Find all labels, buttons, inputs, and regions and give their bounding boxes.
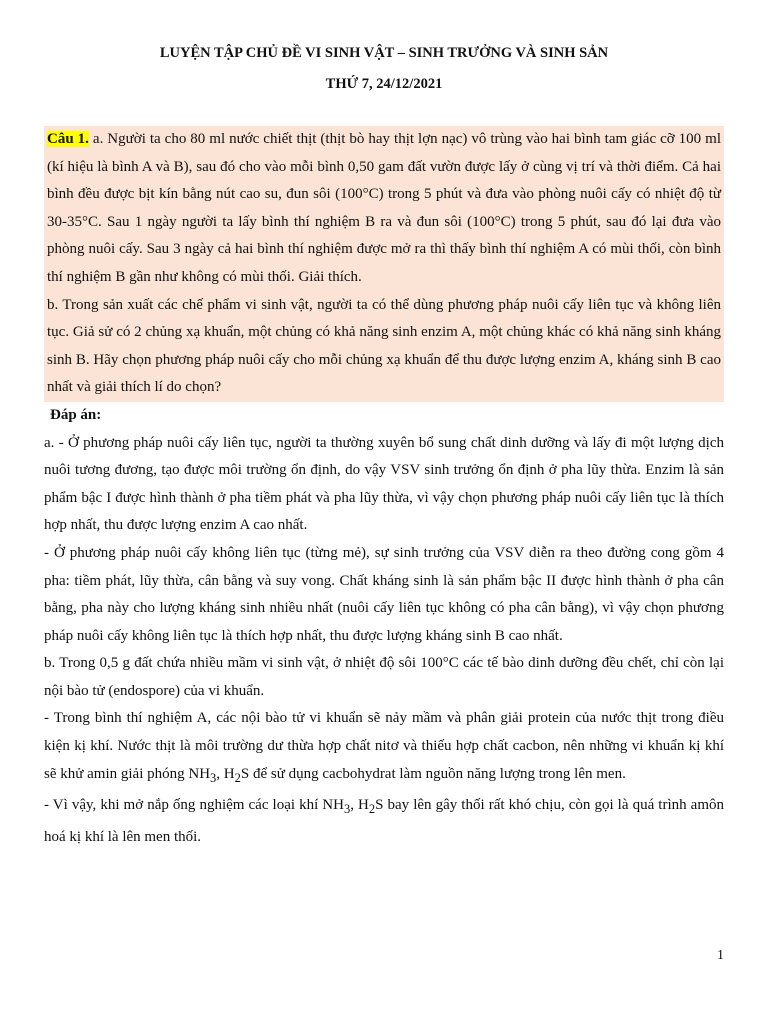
answer-paragraph-5-text: S bay lên gây thối rất khó chịu, còn gọi là quá trình amôn hoá kị khí là lên men thối. xyxy=(44,797,724,845)
document-date: THỨ 7, 24/12/2021 xyxy=(325,76,443,92)
answer-paragraph-2: - Ở phương pháp nuôi cấy không liên tục (từng mẻ), sự sinh trưởng của VSV diễn ra theo đường cong gồm 4 pha: tiềm phát, lũy thừa, cân bằng và suy vong. Chất kháng sinh là sản phẩm bậc II được hình thành ở pha cân bằng, pha này cho lượng kháng sinh nhiều nhất (nuôi cấy liên tục không có pha cân bằng), vì vậy chọn phương pháp nuôi cấy không liên tục là thích hợp nhất, thu được lượng kháng sinh B cao nhất. xyxy=(44,544,724,644)
subscript: 2 xyxy=(234,770,241,785)
question-part-b: b. Trong sản xuất các chế phẩm vi sinh vật, người ta có thể dùng phương pháp nuôi cấy liên tục và không liên tục. Giả sử có 2 chủng xạ khuẩn, một chủng có khả năng sinh enzim A, một chủng khác có khả năng sinh kháng sinh B. Hãy chọn phương pháp nuôi cấy cho mỗi chủng xạ khuẩn để thu được lượng enzim A, kháng sinh B cao nhất và giải thích lí do chọn? xyxy=(47,296,721,396)
question-label: Câu 1. xyxy=(47,131,89,147)
subscript: 3 xyxy=(210,770,217,785)
answer-paragraph-1: a. - Ở phương pháp nuôi cấy liên tục, người ta thường xuyên bổ sung chất dinh dưỡng và lấy đi một lượng dịch nuôi tương đương, tạo được môi trường ổn định, do vậy VSV sinh trưởng ổn định ở pha lũy thừa. Enzim là sản phẩm bậc I được hình thành ở pha tiềm phát và pha lũy thừa, vì vậy chọn phương pháp nuôi cấy liên tục là thích hợp nhất, thu được lượng enzim A cao nhất. xyxy=(44,434,724,534)
answer-label: Đáp án: xyxy=(50,406,102,423)
question-part-a xyxy=(47,126,721,292)
page-number: 1 xyxy=(717,948,724,963)
answer-paragraph-4-text: - Trong bình thí nghiệm A, các nội bào tử vi khuẩn sẽ nảy mầm và phân giải protein của nước thịt trong điều kiện kị khí. Nước thịt là môi trường dư thừa hợp chất nitơ và thiếu hợp chất cacbon, nên những vi khuẩn kị khí sẽ khử amin giải phóng NH xyxy=(44,710,724,782)
answer-paragraph-4 xyxy=(44,705,724,792)
answer-block xyxy=(44,402,724,852)
answer-paragraph-5 xyxy=(44,792,724,851)
question-block xyxy=(44,126,724,402)
answer-paragraph-5-text: - Vì vậy, khi mở nắp ống nghiệm các loại khí NH xyxy=(44,797,344,814)
answer-paragraph-5-text: , H xyxy=(350,797,369,814)
subscript: 3 xyxy=(343,802,351,817)
subscript: 2 xyxy=(368,802,376,817)
answer-paragraph-4-text: S để sử dụng cacbohydrat làm nguồn năng lượng trong lên men. xyxy=(240,765,626,782)
answer-paragraph-3: b. Trong 0,5 g đất chứa nhiều mầm vi sinh vật, ở nhiệt độ sôi 100°C các tế bào dinh dưỡng đều chết, chỉ còn lại nội bào tử (endospore) của vi khuẩn. xyxy=(44,655,724,699)
document-title: LUYỆN TẬP CHỦ ĐỀ VI SINH VẬT – SINH TRƯỞNG VÀ SINH SẢN xyxy=(159,45,609,61)
answer-paragraph-4-text: , H xyxy=(216,765,235,782)
question-part-a-text: a. Người ta cho 80 ml nước chiết thịt (thịt bò hay thịt lợn nạc) vô trùng vào hai bình tam giác cỡ 100 ml (kí hiệu là bình A và B), sau đó cho vào mỗi bình 0,50 gam đất vườn được lấy ở cùng vị trí và thời điểm. Cả hai bình đều được bịt kín bằng nút cao su, đun sôi (100°C) trong 5 phút và đưa vào phòng nuôi cấy có nhiệt độ từ 30-35°C. Sau 1 ngày người ta lấy bình thí nghiệm B ra và đun sôi (100°C) trong 5 phút, sau đó lại đưa vào phòng nuôi cấy. Sau 3 ngày cả hai bình thí nghiệm được mở ra thì thấy bình thí nghiệm A có mùi thối, còn bình thí nghiệm B gần như không có mùi thối. Giải thích. xyxy=(47,131,721,285)
